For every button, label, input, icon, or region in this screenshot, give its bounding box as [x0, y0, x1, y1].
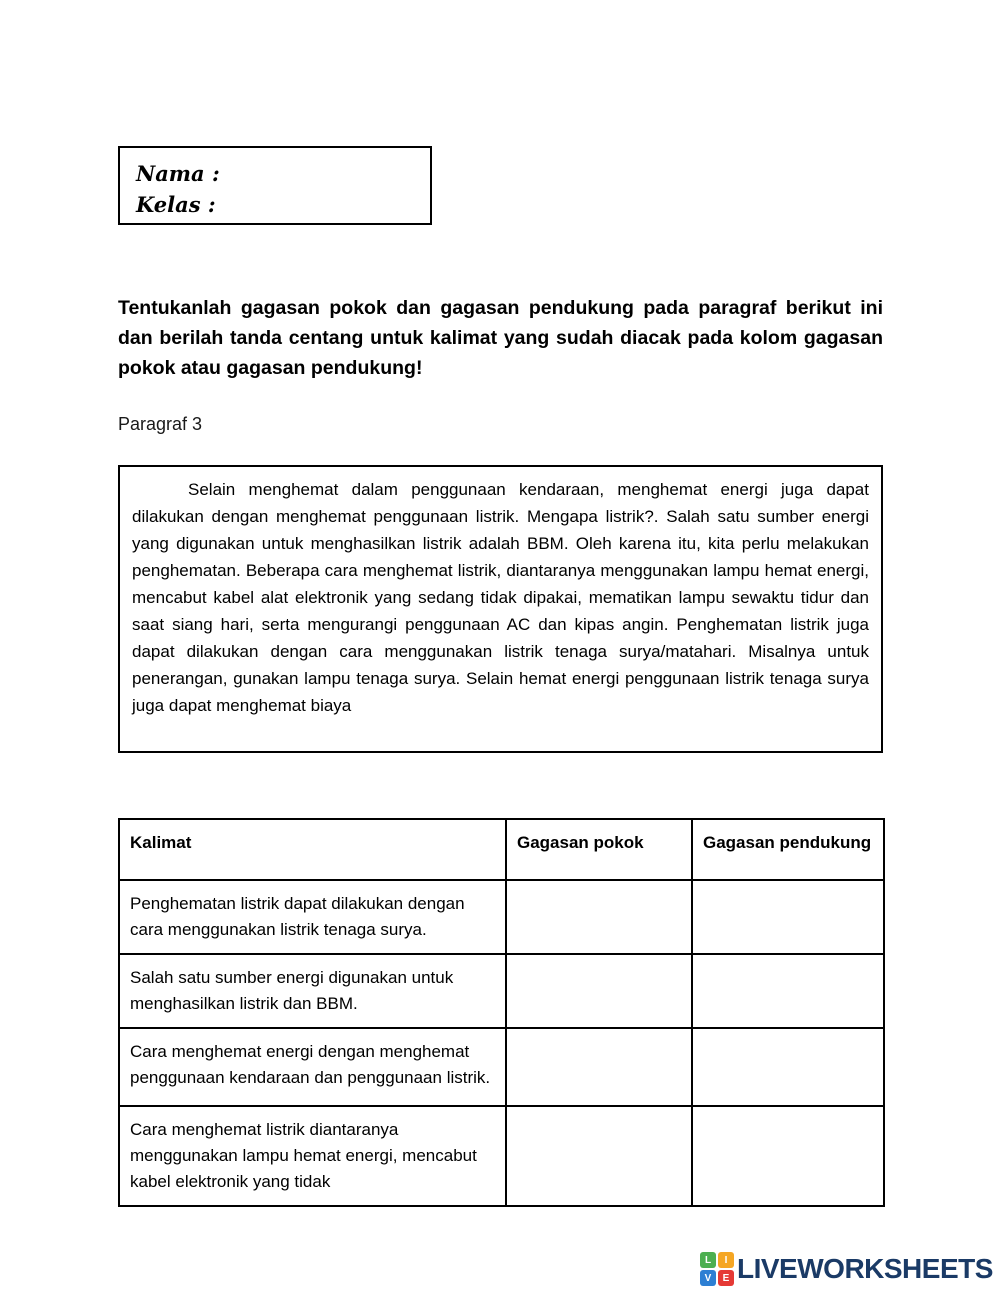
table-row	[119, 1106, 884, 1206]
liveworksheets-wordmark: LIVEWORKSHEETS	[737, 1253, 993, 1284]
paragraph-text: Selain menghemat dalam penggunaan kendaraan, menghemat energi juga dapat dilakukan dengan menghemat penggunaan listrik. Mengapa listrik?. Salah satu sumber energi yang digunakan untuk menghasilkan listrik adalah BBM. Oleh karena itu, kita perlu melakukan penghematan. Beberapa cara menghemat listrik, diantaranya menggunakan lampu hemat energi, mencabut kabel alat elektronik yang sedang tidak dipakai, mematikan lampu sewaktu tidur dan saat siang hari, serta mengurangi penggunaan AC dan kipas angin. Penghematan listrik juga dapat dilakukan dengan cara menggunakan listrik tenaga surya/matahari. Misalnya untuk penerangan, gunakan lampu tenaga surya. Selain hemat energi penggunaan listrik tenaga surya juga dapat menghemat biaya	[132, 480, 869, 715]
paragraph-box	[118, 465, 883, 753]
kalimat-cell-1: Penghematan listrik dapat dilakukan dengan cara menggunakan listrik tenaga surya.	[119, 880, 506, 954]
gagasan-pendukung-cell-4[interactable]	[692, 1106, 884, 1206]
header-gagasan-pendukung: Gagasan pendukung	[692, 819, 884, 880]
nama-input-area[interactable]	[220, 158, 420, 189]
liveworksheets-logo-icon	[700, 1252, 734, 1286]
kelas-input-area[interactable]	[216, 189, 420, 220]
gagasan-pokok-cell-1[interactable]	[506, 880, 692, 954]
gagasan-pendukung-cell-2[interactable]	[692, 954, 884, 1028]
name-class-box	[118, 146, 432, 225]
gagasan-pokok-cell-3[interactable]	[506, 1028, 692, 1106]
paragraph-label: Paragraf 3	[118, 414, 203, 434]
kalimat-cell-3: Cara menghemat energi dengan menghemat penggunaan kendaraan dan penggunaan listrik.	[119, 1028, 506, 1106]
kalimat-cell-4: Cara menghemat listrik diantaranya menggunakan lampu hemat energi, mencabut kabel elektronik yang tidak	[119, 1106, 506, 1206]
liveworksheets-brand-link[interactable]	[700, 1252, 993, 1286]
logo-tile-i: I	[718, 1252, 734, 1268]
kelas-row	[136, 189, 420, 220]
nama-label: Nama :	[136, 161, 220, 186]
header-kalimat: Kalimat	[119, 819, 506, 880]
gagasan-pendukung-cell-1[interactable]	[692, 880, 884, 954]
kelas-label: Kelas :	[136, 192, 216, 217]
table-row	[119, 880, 884, 954]
logo-tile-l: L	[700, 1252, 716, 1268]
instruction-text: Tentukanlah gagasan pokok dan gagasan pendukung pada paragraf berikut ini dan berilah tanda centang untuk kalimat yang sudah diacak pada kolom gagasan pokok atau gagasan pendukung!	[118, 297, 883, 379]
gagasan-pokok-cell-2[interactable]	[506, 954, 692, 1028]
table-header-row	[119, 819, 884, 880]
gagasan-pendukung-cell-3[interactable]	[692, 1028, 884, 1106]
answer-table	[118, 818, 885, 1207]
gagasan-pokok-cell-4[interactable]	[506, 1106, 692, 1206]
logo-tile-v: V	[700, 1270, 716, 1286]
nama-row	[136, 158, 420, 189]
logo-tile-e: E	[718, 1270, 734, 1286]
table-row	[119, 1028, 884, 1106]
table-row	[119, 954, 884, 1028]
kalimat-cell-2: Salah satu sumber energi digunakan untuk menghasilkan listrik dan BBM.	[119, 954, 506, 1028]
header-gagasan-pokok: Gagasan pokok	[506, 819, 692, 880]
